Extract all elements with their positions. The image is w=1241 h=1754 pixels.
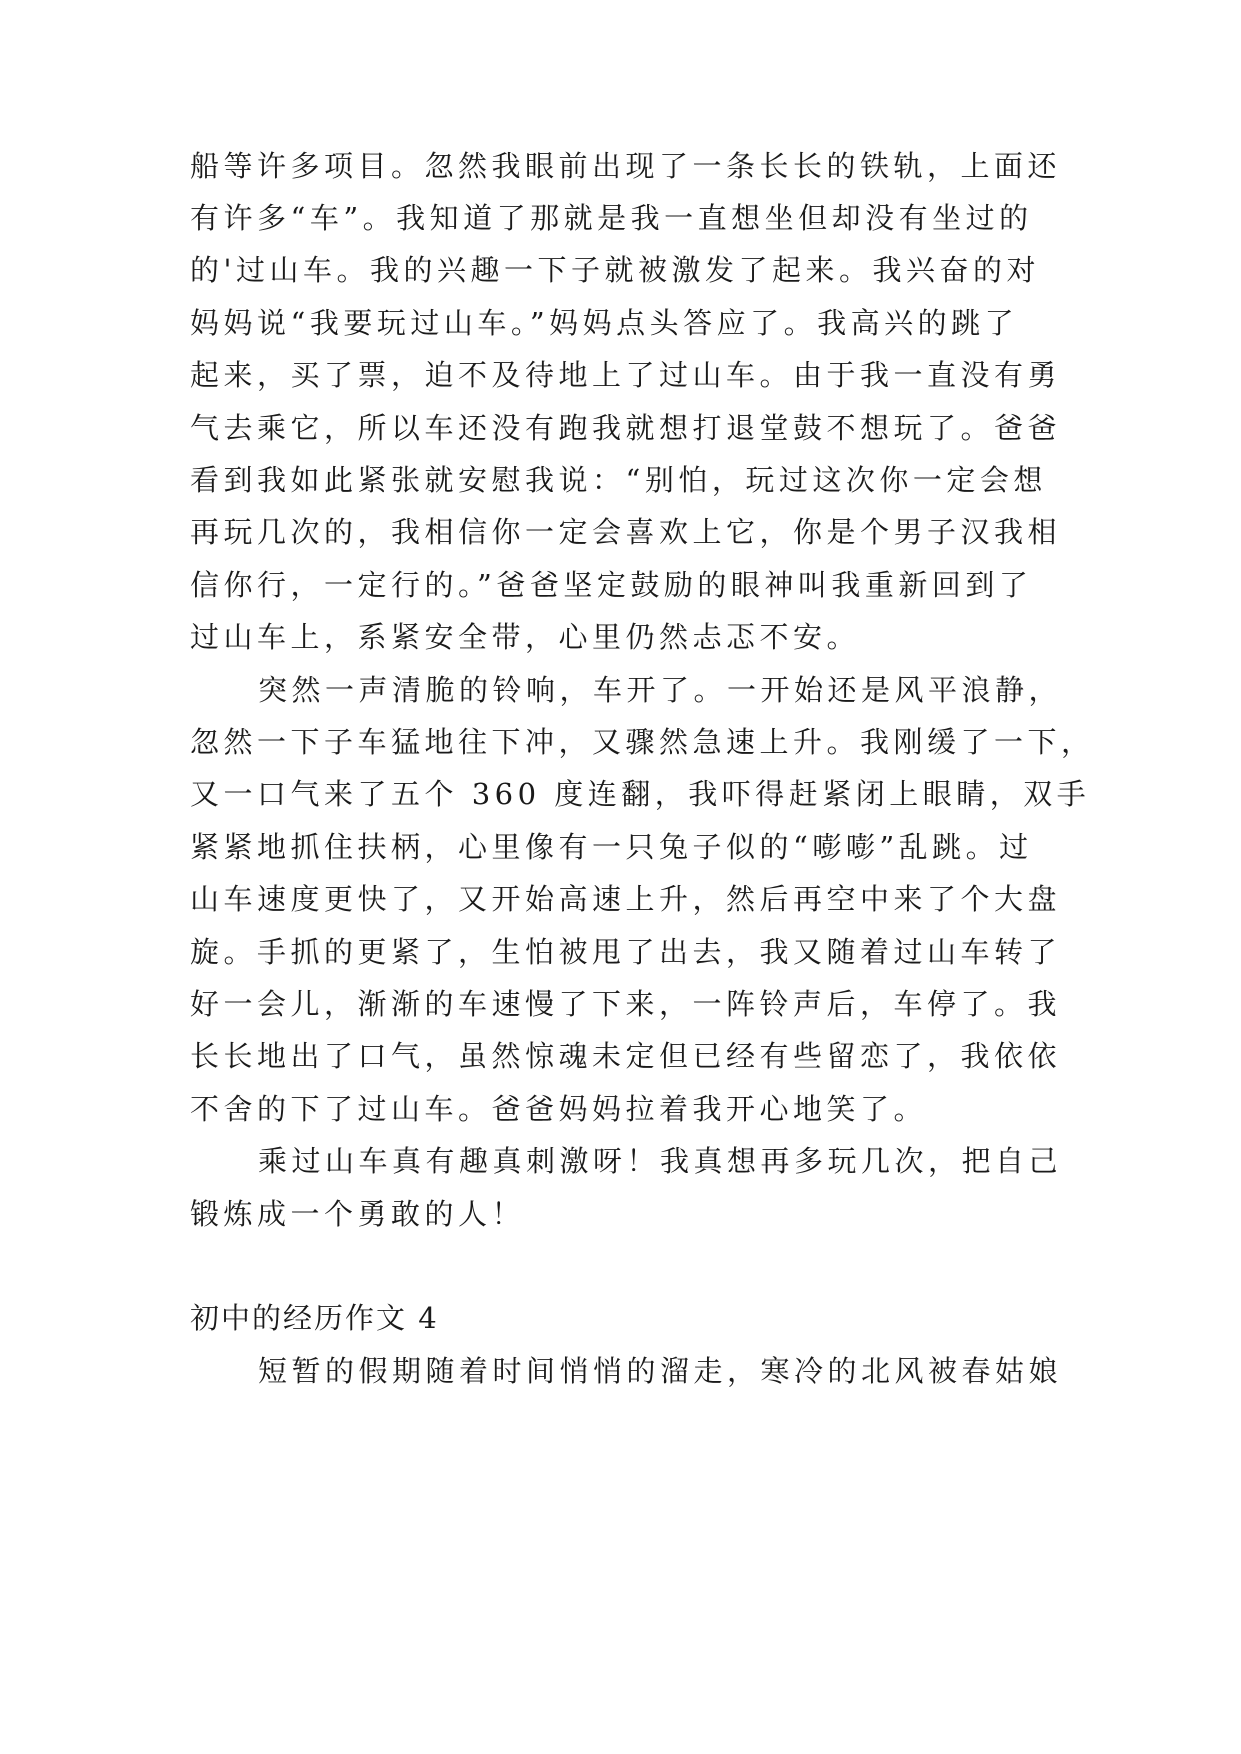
- paragraph-2-line-8: 长长地出了口气，虽然惊魂未定但已经有些留恋了，我依依: [190, 1039, 1062, 1073]
- paragraph-1-line-10: 过山车上，系紧安全带，心里仍然忐忑不安。: [190, 620, 861, 654]
- paragraph-2-line-9: 不舍的下了过山车。爸爸妈妈拉着我开心地笑了。: [190, 1092, 928, 1126]
- paragraph-1-line-3: 的'过山车。我的兴趣一下子就被激发了起来。我兴奋的对: [190, 253, 1040, 287]
- paragraph-3-line-2: 锻炼成一个勇敢的人！: [190, 1197, 526, 1231]
- paragraph-1-line-5: 起来，买了票，迫不及待地上了过山车。由于我一直没有勇: [190, 358, 1062, 392]
- paragraph-1-line-2: 有许多“车”。我知道了那就是我一直想坐但却没有坐过的: [190, 201, 1033, 235]
- paragraph-2-line-7: 好一会儿，渐渐的车速慢了下来，一阵铃声后，车停了。我: [190, 987, 1062, 1021]
- paragraph-2-line-4: 紧紧地抓住扶柄，心里像有一只兔子似的“嘭嘭”乱跳。过: [190, 830, 1033, 864]
- paragraph-1-line-4: 妈妈说“我要玩过山车。”妈妈点头答应了。我高兴的跳了: [190, 306, 1019, 340]
- paragraph-1-line-6: 气去乘它，所以车还没有跑我就想打退堂鼓不想玩了。爸爸: [190, 411, 1062, 445]
- paragraph-4-line-1: 短暂的假期随着时间悄悄的溜走，寒冷的北风被春姑娘: [258, 1354, 1063, 1388]
- paragraph-3-line-1: 乘过山车真有趣真刺激呀！我真想再多玩几次，把自己: [258, 1144, 1063, 1178]
- paragraph-1-line-1: 船等许多项目。忽然我眼前出现了一条长长的铁轨，上面还: [190, 149, 1062, 183]
- paragraph-1-line-7: 看到我如此紧张就安慰我说：“别怕，玩过这次你一定会想: [190, 463, 1047, 497]
- paragraph-2-line-1: 突然一声清脆的铃响，车开了。一开始还是风平浪静，: [258, 673, 1063, 707]
- paragraph-2-line-3: 又一口气来了五个 360 度连翻，我吓得赶紧闭上眼睛，双手: [190, 777, 1091, 811]
- paragraph-1-line-8: 再玩几次的，我相信你一定会喜欢上它，你是个男子汉我相: [190, 515, 1062, 549]
- section-heading: 初中的经历作文 4: [190, 1301, 439, 1335]
- paragraph-2-line-5: 山车速度更快了，又开始高速上升，然后再空中来了个大盘: [190, 882, 1062, 916]
- paragraph-2-line-6: 旋。手抓的更紧了，生怕被甩了出去，我又随着过山车转了: [190, 935, 1062, 969]
- paragraph-1-line-9: 信你行，一定行的。”爸爸坚定鼓励的眼神叫我重新回到了: [190, 568, 1033, 602]
- paragraph-2-line-2: 忽然一下子车猛地往下冲，又骤然急速上升。我刚缓了一下，: [190, 725, 1095, 759]
